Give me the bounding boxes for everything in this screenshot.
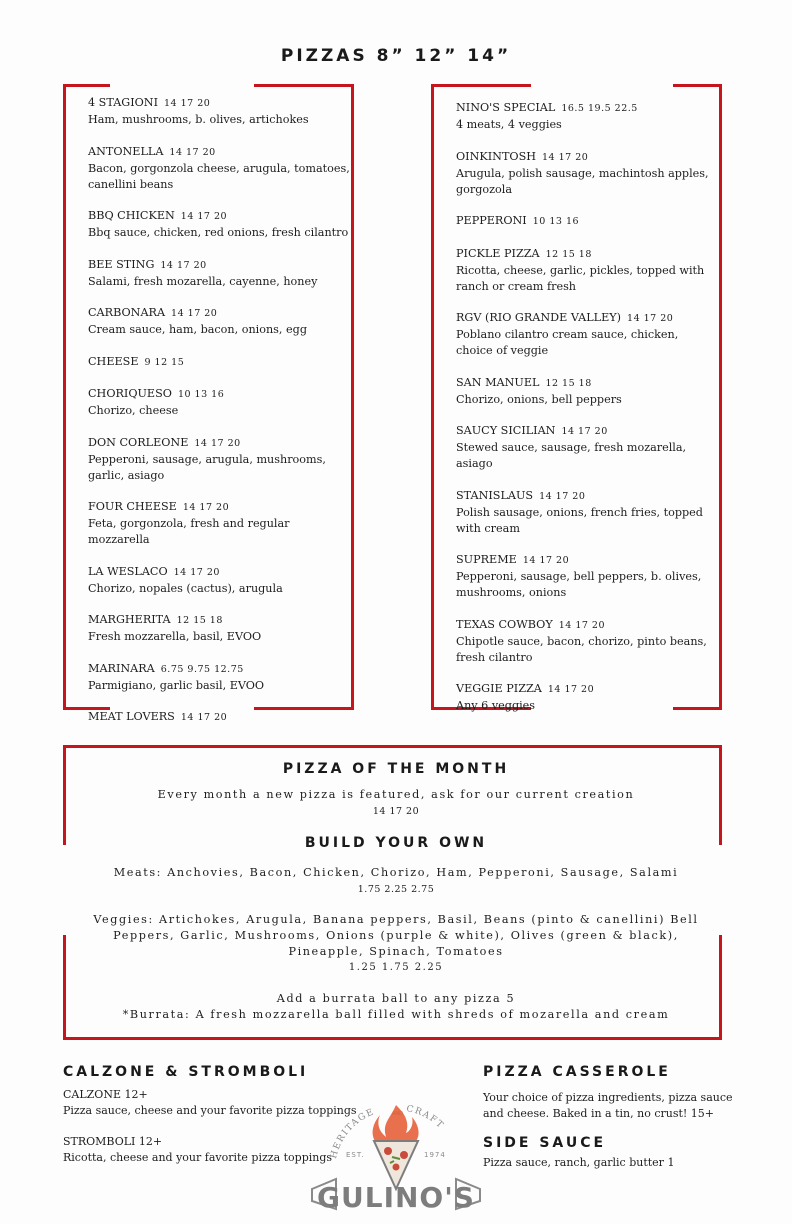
menu-item-prices: 14 17 20 <box>164 98 211 109</box>
menu-item-description: Salami, fresh mozarella, cayenne, honey <box>88 274 318 288</box>
menu-item-header <box>88 144 350 161</box>
menu-item-prices: 14 17 20 <box>561 426 608 437</box>
menu-item-header <box>456 681 716 698</box>
menu-item-description: Parmigiano, garlic basil, EVOO <box>88 678 265 692</box>
menu-item-header <box>456 213 716 230</box>
menu-item-prices: 14 17 20 <box>180 712 228 723</box>
menu-item-prices: 14 17 20 <box>169 146 216 158</box>
menu-item-description: Stewed sauce, sausage, fresh mozarella, asiago <box>456 441 687 470</box>
menu-item <box>456 423 716 472</box>
menu-item-header <box>88 564 350 581</box>
menu-item <box>88 499 350 548</box>
build-your-own-title: BUILD YOUR OWN <box>304 835 488 851</box>
menu-item-name: BEE STING <box>88 257 155 271</box>
menu-item <box>88 257 350 290</box>
menu-item-header <box>88 709 350 726</box>
menu-item <box>456 213 716 230</box>
menu-item-description: Bacon, gorgonzola cheese, arugula, tomatoes, canellini beans <box>88 161 350 191</box>
calzone-name: CALZONE 12+ <box>63 1088 148 1101</box>
menu-item-header <box>456 246 716 263</box>
menu-item-header <box>88 257 350 274</box>
menu-item-prices: 14 17 20 <box>539 490 586 502</box>
menu-item-header <box>88 386 350 403</box>
menu-item-prices: 14 17 20 <box>542 151 589 163</box>
menu-item <box>88 435 350 484</box>
menu-item-name: PEPPERONI <box>456 214 527 227</box>
menu-item-description: Chorizo, nopales (cactus), arugula <box>88 581 283 595</box>
menu-item-name: TEXAS COWBOY <box>456 617 553 631</box>
menu-item-description: Poblano cilantro cream sauce, chicken, choice of veggie <box>456 328 679 357</box>
menu-item-prices: 14 17 20 <box>180 211 228 222</box>
menu-item <box>456 681 716 714</box>
stromboli-desc: Ricotta, cheese and your favorite pizza toppings <box>63 1151 333 1164</box>
menu-item-header <box>456 149 716 166</box>
menu-item-header <box>88 499 350 516</box>
casserole-line1: Your choice of pizza ingredients, pizza sauce <box>483 1091 733 1104</box>
menu-item-prices: 16.5 19.5 22.5 <box>561 103 638 114</box>
svg-text:GULINO'S: GULINO'S <box>317 1181 475 1214</box>
menu-item-prices: 10 13 16 <box>532 216 580 227</box>
menu-item-prices: 14 17 20 <box>160 259 207 271</box>
menu-item-description: Pepperoni, sausage, arugula, mushrooms, garlic, asiago <box>88 452 326 482</box>
menu-item-description: Chipotle sauce, bacon, chorizo, pinto beans, fresh cilantro <box>456 634 707 664</box>
menu-item-prices: 14 17 20 <box>182 502 230 513</box>
menu-item-name: ANTONELLA <box>88 144 164 158</box>
menu-item-name: PICKLE PIZZA <box>456 246 540 260</box>
menu-item-name: LA WESLACO <box>88 564 168 578</box>
menu-item-description: Feta, gorgonzola, fresh and regular mozzarella <box>88 517 290 546</box>
menu-item-name: SUPREME <box>456 553 517 566</box>
menu-item-prices: 12 15 18 <box>176 615 223 626</box>
menu-item-header <box>456 100 716 117</box>
calzone-title: CALZONE & STROMBOLI <box>63 1064 309 1080</box>
menu-item-prices: 14 17 20 <box>558 619 606 631</box>
left-pizza-list <box>88 95 350 742</box>
menu-item-description: Any 6 veggies <box>456 699 536 712</box>
menu-item <box>88 386 350 419</box>
menu-item-header <box>456 617 716 634</box>
menu-item <box>88 612 350 645</box>
svg-text:EST.: EST. <box>346 1151 365 1159</box>
menu-item <box>88 208 350 241</box>
menu-item <box>456 149 716 198</box>
menu-item-description: Fresh mozzarella, basil, EVOO <box>88 630 262 643</box>
menu-item <box>88 564 350 597</box>
menu-item-prices: 14 17 20 <box>627 313 674 324</box>
build-veggie-prices: 1.25 1.75 2.25 <box>348 962 444 973</box>
svg-text:CRAFT: CRAFT <box>405 1104 446 1132</box>
build-veggies-line2: Peppers, Garlic, Mushrooms, Onions (purple & white), Olives (green & black), <box>113 929 679 942</box>
menu-item-name: MEAT LOVERS <box>88 710 175 723</box>
menu-item-description: Pepperoni, sausage, bell peppers, b. olives, mushrooms, onions <box>456 570 702 599</box>
menu-item <box>456 552 716 601</box>
burrata-note: *Burrata: A fresh mozzarella ball filled with shreds of mozarella and cream <box>122 1008 670 1021</box>
casserole-title: PIZZA CASSEROLE <box>483 1064 671 1080</box>
menu-item-header <box>456 375 716 392</box>
menu-item-header <box>88 435 350 452</box>
build-meats: Meats: Anchovies, Bacon, Chicken, Chorizo, Ham, Pepperoni, Sausage, Salami <box>113 866 679 879</box>
menu-item-description: Polish sausage, onions, french fries, topped with cream <box>456 505 703 535</box>
menu-item-description: Cream sauce, ham, bacon, onions, egg <box>88 323 307 336</box>
menu-item-name: STANISLAUS <box>456 488 534 502</box>
menu-item <box>88 95 350 128</box>
menu-item-header <box>88 354 350 371</box>
svg-text:1974: 1974 <box>424 1151 446 1159</box>
menu-item-prices: 12 15 18 <box>545 377 592 389</box>
build-veggies-line3: Pineapple, Spinach, Tomatoes <box>288 945 504 958</box>
menu-item-name: CHORIQUESO <box>88 387 172 400</box>
menu-item-header <box>456 488 716 505</box>
menu-item <box>456 375 716 408</box>
menu-item-description: Chorizo, cheese <box>88 404 179 417</box>
menu-item-description: Bbq sauce, chicken, red onions, fresh cilantro <box>88 226 349 239</box>
menu-item-name: MARINARA <box>88 661 155 675</box>
menu-item-prices: 6.75 9.75 12.75 <box>160 663 244 675</box>
menu-item <box>456 310 716 359</box>
menu-item-name: SAUCY SICILIAN <box>456 424 556 437</box>
menu-item <box>88 354 350 371</box>
build-veggies-line1: Veggies: Artichokes, Arugula, Banana peppers, Basil, Beans (pinto & canellini) Bell <box>93 913 699 926</box>
menu-item <box>88 661 350 694</box>
menu-item-prices: 14 17 20 <box>547 684 595 695</box>
menu-item-name: DON CORLEONE <box>88 435 189 449</box>
menu-item-name: 4 STAGIONI <box>88 96 159 109</box>
menu-item-header <box>456 310 716 327</box>
menu-item-prices: 14 17 20 <box>171 308 218 319</box>
page-title: PIZZAS 8” 12” 14” <box>280 46 512 66</box>
menu-item-prices: 14 17 20 <box>194 437 241 449</box>
pizza-of-month-text: Every month a new pizza is featured, ask for our current creation <box>157 788 635 801</box>
menu-item <box>88 144 350 193</box>
casserole-line2: and cheese. Baked in a tin, no crust! 15+ <box>483 1107 715 1120</box>
menu-item-name: VEGGIE PIZZA <box>456 682 542 695</box>
menu-item-prices: 14 17 20 <box>173 566 220 578</box>
menu-item-name: MARGHERITA <box>88 613 171 626</box>
menu-item <box>456 100 716 133</box>
gulinos-logo <box>306 1097 486 1215</box>
menu-item <box>88 709 350 726</box>
svg-text:HERITAGE: HERITAGE <box>329 1107 377 1160</box>
menu-item <box>456 246 716 295</box>
burrata-addon: Add a burrata ball to any pizza 5 <box>276 992 516 1005</box>
menu-item-header <box>88 612 350 629</box>
right-pizza-list <box>456 100 716 730</box>
menu-item-prices: 14 17 20 <box>522 555 570 566</box>
menu-item-description: Ricotta, cheese, garlic, pickles, topped with ranch or cream fresh <box>456 263 705 293</box>
build-meat-prices: 1.75 2.25 2.75 <box>357 884 435 895</box>
menu-item <box>88 305 350 338</box>
menu-item-header <box>456 552 716 569</box>
menu-item-name: OINKINTOSH <box>456 149 537 163</box>
menu-item-name: CHEESE <box>88 354 139 368</box>
side-sauce-title: SIDE SAUCE <box>483 1135 607 1151</box>
menu-item-header <box>88 661 350 678</box>
menu-item-header <box>88 95 350 112</box>
menu-item-name: BBQ CHICKEN <box>88 209 175 222</box>
menu-item-prices: 10 13 16 <box>177 389 225 400</box>
menu-item-name: NINO'S SPECIAL <box>456 101 556 114</box>
pizza-of-month-prices: 14 17 20 <box>372 806 420 817</box>
menu-item <box>456 617 716 666</box>
menu-item-description: Chorizo, onions, bell peppers <box>456 392 622 406</box>
menu-item-name: FOUR CHEESE <box>88 500 177 513</box>
menu-item-name: RGV (RIO GRANDE VALLEY) <box>456 311 622 324</box>
menu-item-description: Ham, mushrooms, b. olives, artichokes <box>88 113 309 126</box>
menu-item-name: CARBONARA <box>88 306 166 319</box>
menu-item <box>456 488 716 537</box>
side-sauce-text: Pizza sauce, ranch, garlic butter 1 <box>483 1156 675 1169</box>
menu-item-header <box>88 305 350 322</box>
calzone-desc: Pizza sauce, cheese and your favorite pizza toppings <box>63 1104 357 1117</box>
menu-item-description: 4 meats, 4 veggies <box>456 118 562 131</box>
pizza-of-month-title: PIZZA OF THE MONTH <box>282 761 510 777</box>
menu-item-prices: 12 15 18 <box>545 248 592 260</box>
menu-item-name: SAN MANUEL <box>456 375 540 389</box>
menu-item-description: Arugula, polish sausage, machintosh apples, gorgozola <box>456 166 709 196</box>
menu-item-header <box>88 208 350 225</box>
menu-item-prices: 9 12 15 <box>144 356 185 368</box>
menu-item-header <box>456 423 716 440</box>
stromboli-name: STROMBOLI 12+ <box>63 1135 163 1148</box>
